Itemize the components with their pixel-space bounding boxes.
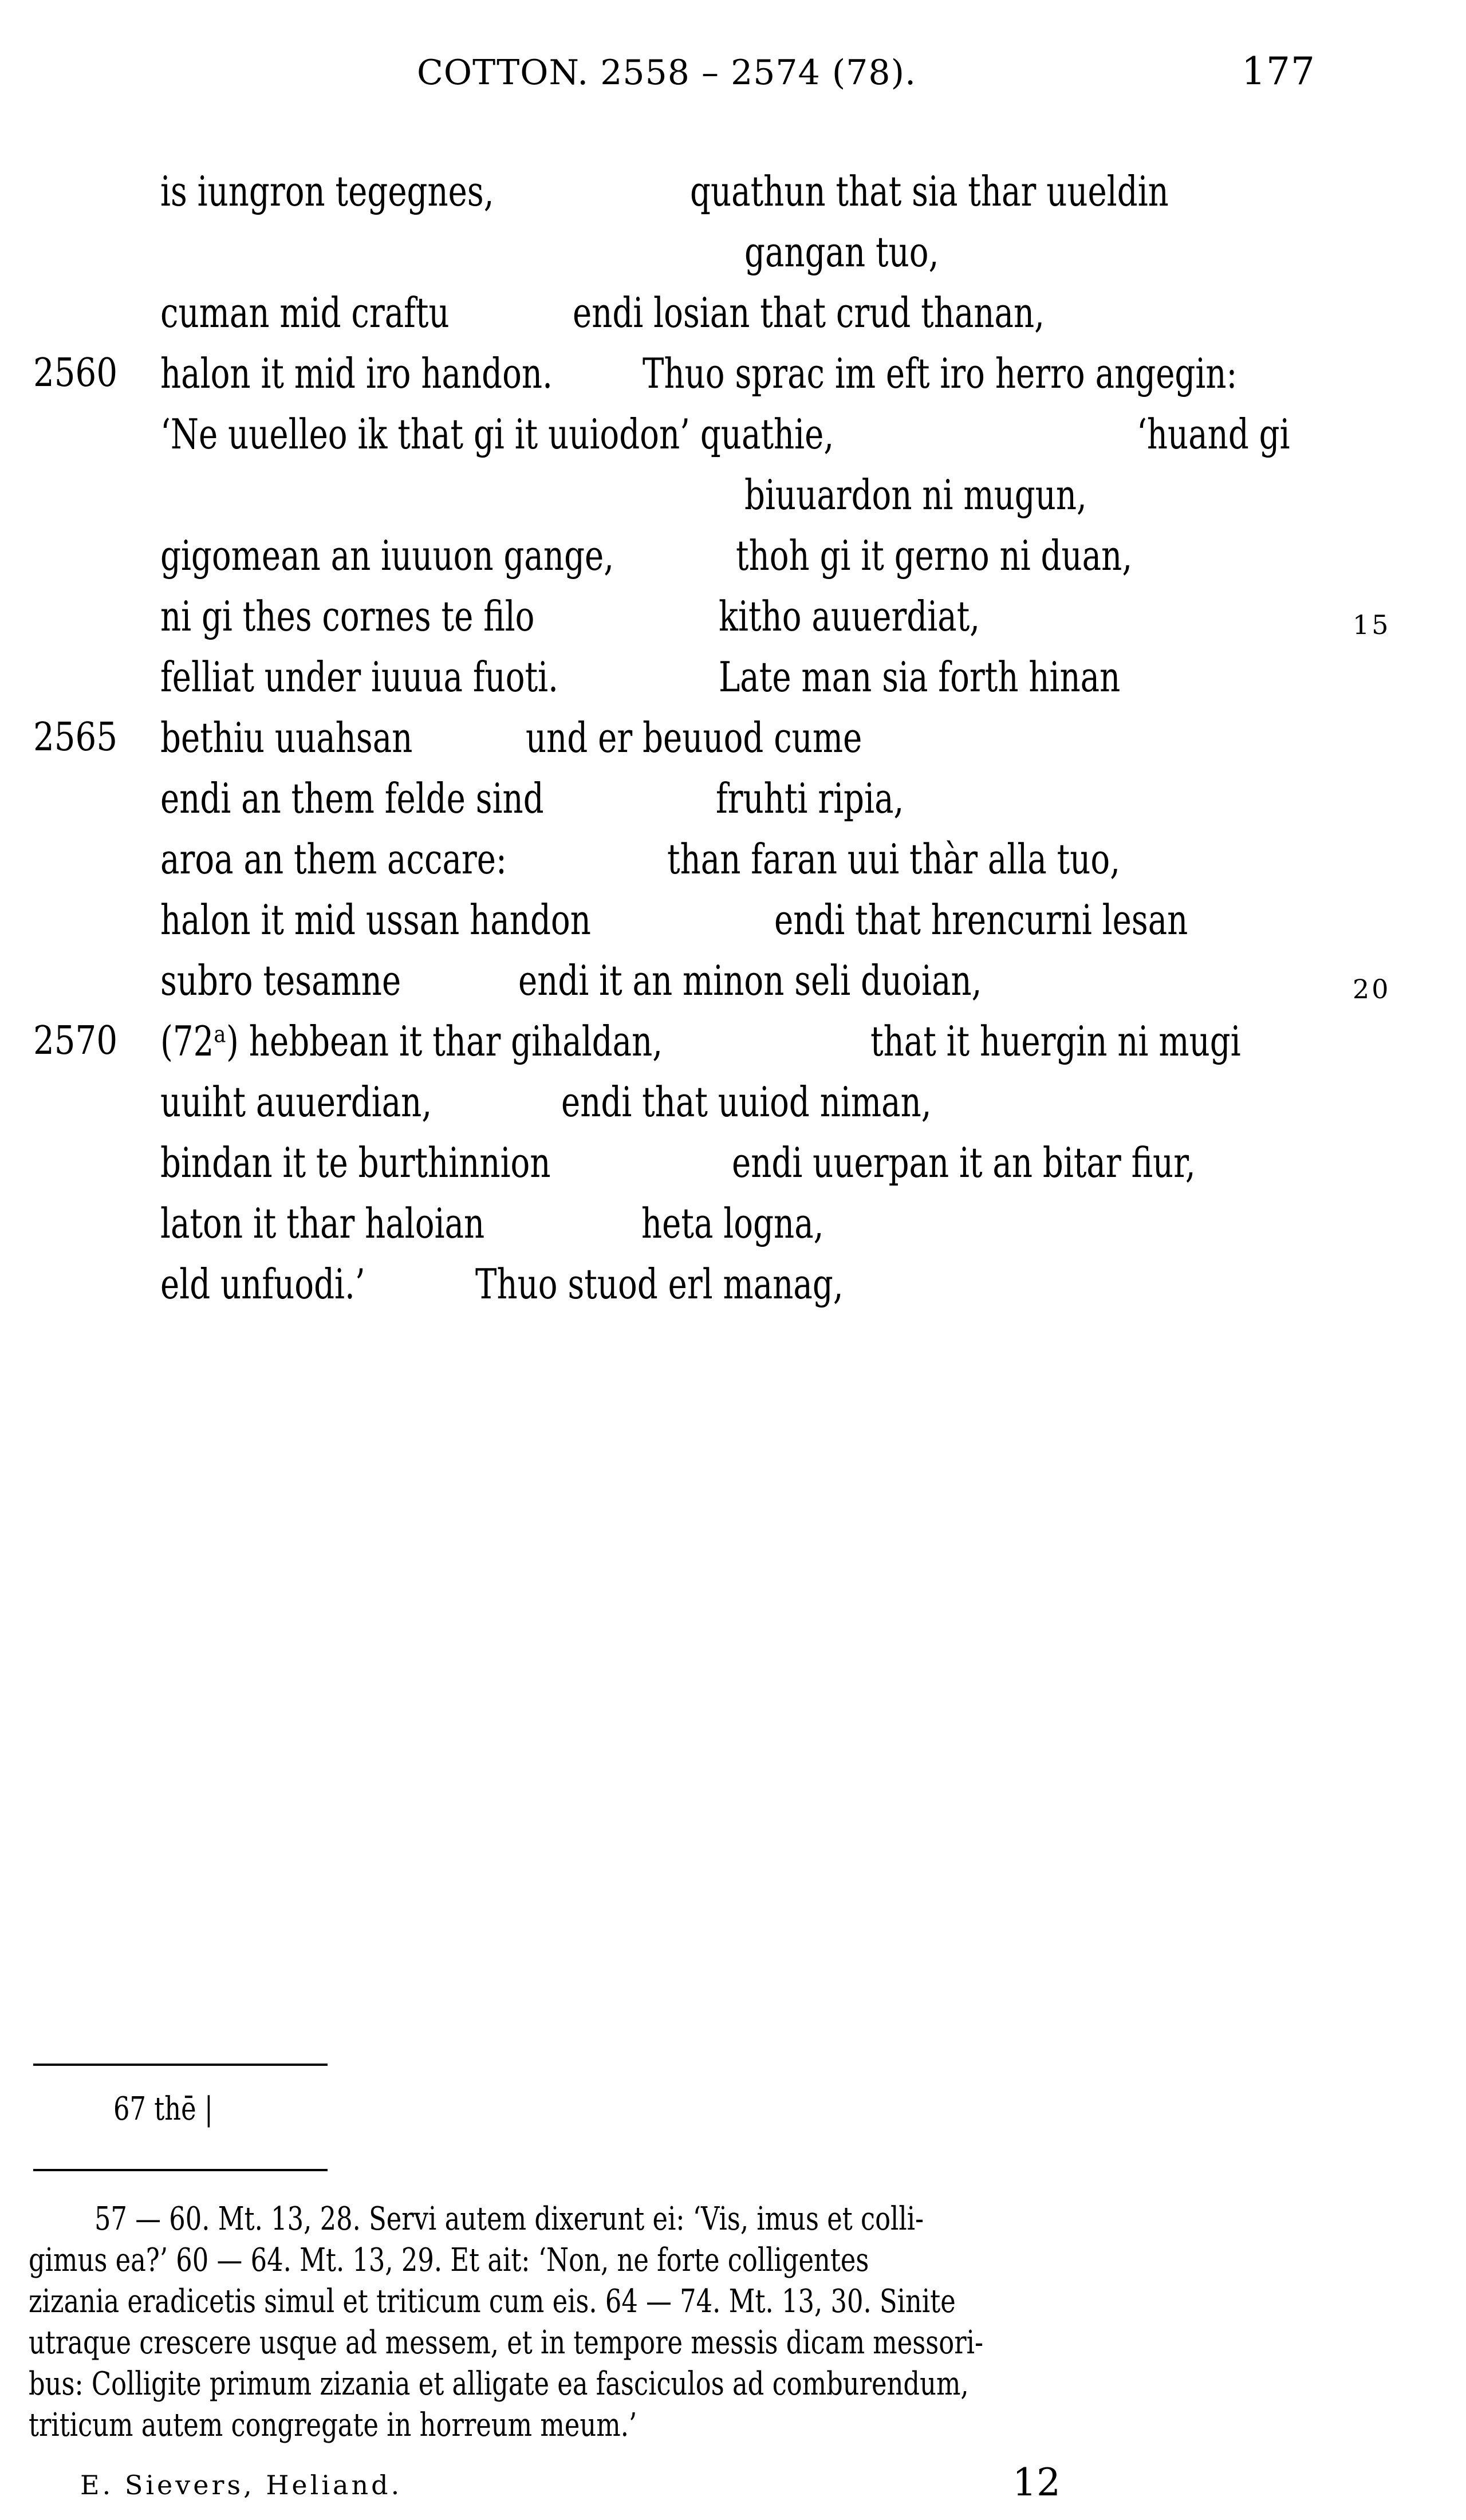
verse-second-half: than faran uui thàr alla tuo, — [667, 835, 1121, 883]
verse-first-half: gigomean an iuuuon gange, — [160, 531, 614, 580]
verse-first-half: laton it thar haloian — [160, 1199, 485, 1247]
footnote-line: bus: Colligite primum zizania et alligate ea fasciculos ad comburendum, — [29, 2365, 969, 2403]
footnote-line: 57 — 60. Mt. 13, 28. Servi autem dixerunt ei: ‘Vis, imus et colli- — [94, 2200, 924, 2238]
verse-second-half: endi uuerpan it an bitar fiur, — [732, 1139, 1196, 1187]
verse-continuation: gangan tuo, — [744, 228, 939, 276]
line-number: 2565 — [33, 715, 118, 760]
page-number: 177 — [1242, 49, 1315, 93]
footnote-line: triticum autem congregate in horreum meum.’ — [29, 2407, 637, 2444]
verse-second-half: fruhti ripia, — [716, 774, 904, 822]
verse-first-half: is iungron tegegnes, — [160, 167, 494, 215]
verse-second-half: endi losian that crud thanan, — [573, 289, 1045, 337]
verse-first-half: felliat under iuuua fuoti. — [160, 653, 558, 701]
verse-second-half: thoh gi it gerno ni duan, — [736, 531, 1133, 580]
footnote-line: gimus ea?’ 60 — 64. Mt. 13, 29. Et ait: ‘Non, ne forte colligentes — [29, 2242, 869, 2279]
verse-second-half: Late man sia forth hinan — [719, 653, 1121, 701]
verse-first-half: endi an them felde sind — [160, 774, 544, 822]
verse-first-half: cuman mid craftu — [160, 289, 450, 337]
verse-first-half: uuiht auuerdian, — [160, 1078, 432, 1126]
verse-first-half: halon it mid iro handon. — [160, 349, 553, 397]
line-number: 2570 — [33, 1018, 118, 1064]
footnote-line: zizania eradicetis simul et triticum cum eis. 64 — 74. Mt. 13, 30. Sinite — [29, 2283, 956, 2320]
verse-first-half: bindan it te burthinnion — [160, 1139, 551, 1187]
verse-first-half: eld unfuodi.’ — [160, 1260, 365, 1308]
verse-first-half: ‘Ne uuelleo ik that gi it uuiodon’ quathie, — [160, 410, 834, 458]
sheet-number: 12 — [1012, 2460, 1061, 2505]
footnote-line: utraque crescere usque ad messem, et in tempore messis dicam messori- — [29, 2324, 984, 2361]
verse-continuation: biuuardon ni mugun, — [744, 471, 1087, 519]
verse-first-half: ni gi thes cornes te filo — [160, 592, 535, 640]
verse-second-half: endi that uuiod niman, — [561, 1078, 932, 1126]
verse-second-half: heta logna, — [641, 1199, 824, 1247]
apparatus-rule-bottom — [33, 2169, 328, 2171]
verse-first-half: subro tesamne — [160, 956, 401, 1005]
verse-second-half: endi that hrencurni lesan — [774, 896, 1188, 944]
signature-author: E. Sievers, Heliand. — [80, 2470, 403, 2501]
verse-second-half: kitho auuerdiat, — [719, 592, 980, 640]
verse-first-half: aroa an them accare: — [160, 835, 507, 883]
apparatus-note: 67 thē | — [113, 2090, 213, 2128]
verse-second-half: endi it an minon seli duoian, — [518, 956, 982, 1005]
verse-first-half: bethiu uuahsan — [160, 714, 413, 762]
verse-second-half: quathun that sia thar uueldin — [690, 167, 1169, 215]
verse-second-half: that it huergin ni mugi — [870, 1017, 1241, 1065]
verse-second-half: Thuo stuod erl manag, — [475, 1260, 844, 1308]
margin-line-count: 20 — [1353, 974, 1391, 1005]
verse-second-half: ‘huand gi — [1137, 410, 1290, 458]
margin-line-count: 15 — [1353, 609, 1391, 640]
verse-second-half: und er beuuod cume — [526, 714, 862, 762]
apparatus-rule-top — [33, 2064, 328, 2066]
line-number: 2560 — [33, 351, 118, 396]
verse-first-half: halon it mid ussan handon — [160, 896, 591, 944]
verse-first-half: (72ᵃ) hebbean it thar gihaldan, — [160, 1017, 663, 1065]
verse-second-half: Thuo sprac im eft iro herro angegin: — [643, 349, 1238, 397]
running-title: COTTON. 2558 – 2574 (78). — [417, 53, 917, 93]
